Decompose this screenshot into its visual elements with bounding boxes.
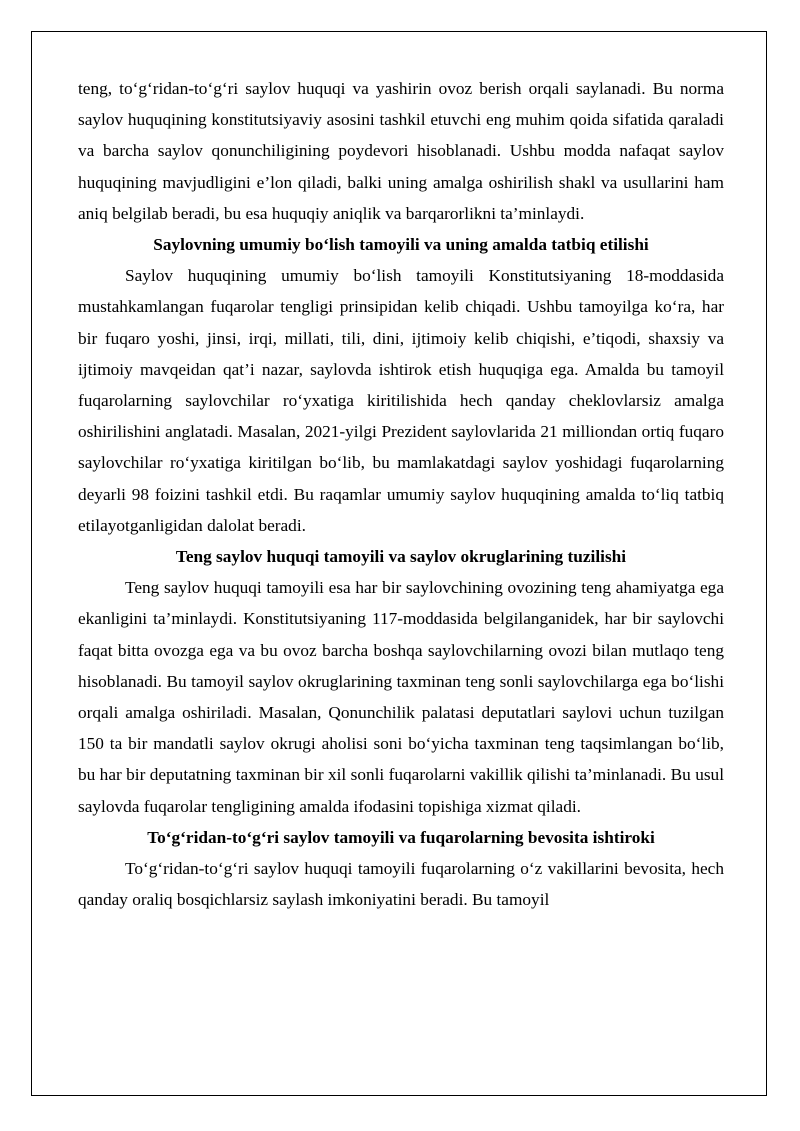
document-body bbox=[78, 73, 724, 915]
section-heading-equal-suffrage: Teng saylov huquqi tamoyili va saylov okruglarining tuzilishi bbox=[175, 547, 627, 567]
paragraph-intro: teng, to‘g‘ridan-to‘g‘ri saylov huquqi va yashirin ovoz berish orqali saylanadi. Bu norma saylov huquqining konstitutsiyaviy asosini tashkil etuvchi eng muhim qoida sifatida qaraladi va barcha saylov qonunchiligining poydevori hisoblanadi. Ushbu modda nafaqat saylov huquqining mavjudligini e’lon qiladi, balki uning amalga oshirilish shakl va usullarini ham aniq belgilab beradi, bu esa huquqiy aniqlik va barqarorlikni ta’minlaydi. bbox=[78, 79, 724, 223]
paragraph-equal-suffrage: Teng saylov huquqi tamoyili esa har bir saylovchining ovozining teng ahamiyatga ega ekanligini ta’minlaydi. Konstitutsiyaning 117-moddasida belgilanganidek, har bir saylovchi faqat bitta ovozga ega va bu ovoz barcha boshqa saylovchilarning ovozi bilan mutlaqo teng hisoblanadi. Bu tamoyil saylov okruglarining taxminan teng sonli saylovchilarga ega bo‘lishi orqali amalga oshiriladi. Masalan, Qonunchilik palatasi deputatlari saylovi uchun tuzilgan 150 ta bir mandatli saylov okrugi aholisi soni bo‘yicha taxminan teng taqsimlangan bo‘lib, bu har bir deputatning taxminan bir xil sonli fuqarolarni vakillik qilishi ta’minlanadi. Bu usul saylovda fuqarolar tengligining amalda ifodasini topishiga xizmat qiladi. bbox=[78, 578, 724, 816]
section-heading-direct-suffrage: To‘g‘ridan-to‘g‘ri saylov tamoyili va fuqarolarning bevosita ishtiroki bbox=[147, 827, 655, 847]
section-heading-universal-suffrage: Saylovning umumiy bo‘lish tamoyili va uning amalda tatbiq etilishi bbox=[153, 235, 649, 255]
paragraph-universal-suffrage: Saylov huquqining umumiy bo‘lish tamoyili Konstitutsiyaning 18-moddasida mustahkamlangan fuqarolar tengligi prinsipidan kelib chiqadi. Ushbu tamoyilga ko‘ra, har bir fuqaro yoshi, jinsi, irqi, millati, tili, dini, ijtimoiy kelib chiqishi, e’tiqodi, shaxsiy va ijtimoiy mavqeidan qat’i nazar, saylovda ishtirok etish huquqiga ega. Amalda bu tamoyil fuqarolarning saylovchilar ro‘yxatiga kiritilishida hech qanday cheklovlarsiz amalga oshirilishini anglatadi. Masalan, 2021-yilgi Prezident saylovlarida 21 milliondan ortiq fuqaro saylovchilar ro‘yxatiga kiritilgan bo‘lib, bu mamlakatdagi saylov yoshidagi fuqarolarning deyarli 98 foizini tashkil etdi. Bu raqamlar umumiy saylov huquqining amalda to‘liq tatbiq etilayotganligidan dalolat beradi. bbox=[78, 266, 724, 535]
paragraph-direct-suffrage: To‘g‘ridan-to‘g‘ri saylov huquqi tamoyili fuqarolarning o‘z vakillarini bevosita, hech qanday oraliq bosqichlarsiz saylash imkoniyatini beradi. Bu tamoyil bbox=[78, 859, 724, 910]
